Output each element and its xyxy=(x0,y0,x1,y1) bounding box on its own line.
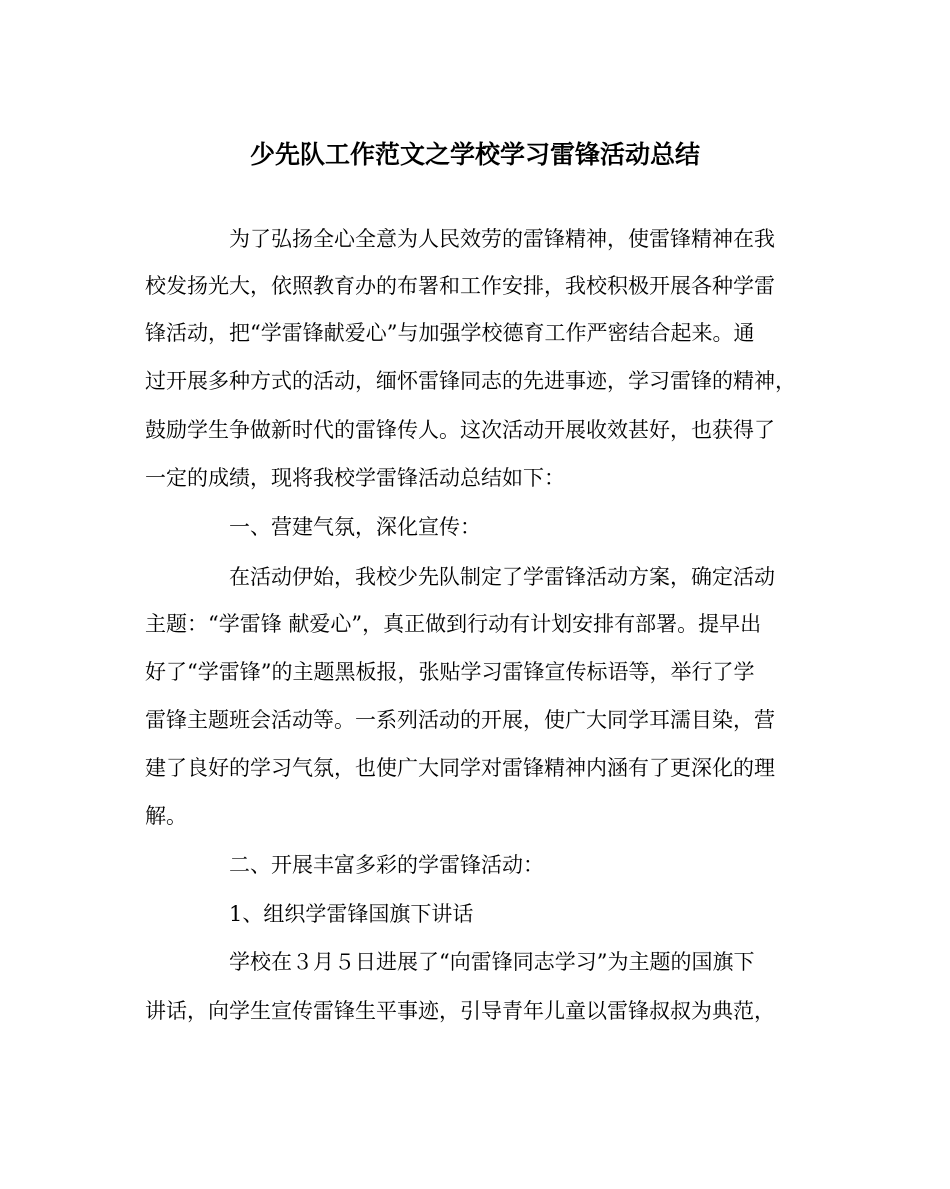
subsection-heading-1: 1、组织学雷锋国旗下讲话 xyxy=(229,902,474,926)
paragraph-2-line-5: 建了良好的学习气氛，也使广大同学对雷锋精神内涵有了更深化的理 xyxy=(145,756,775,780)
paragraph-2-line-4: 雷锋主题班会活动等。一系列活动的开展，使广大同学耳濡目染，营 xyxy=(145,708,775,732)
paragraph-2-line-2: 主题：“学雷锋 献爱心”，真正做到行动有计划安排有部署。提早出 xyxy=(145,612,762,636)
document-title: 少先队工作范文之学校学习雷锋活动总结 xyxy=(249,140,700,169)
section-heading-2: 二、开展丰富多彩的学雷锋活动： xyxy=(229,853,544,877)
paragraph-2-line-6: 解。 xyxy=(145,804,187,828)
paragraph-3-line-2: 讲话，向学生宣传雷锋生平事迹，引导青年儿童以雷锋叔叔为典范， xyxy=(145,999,775,1023)
section-heading-1: 一、营建气氛，深化宣传： xyxy=(229,515,481,539)
paragraph-3-line-1: 学校在３月５日进展了“向雷锋同志学习”为主题的国旗下 xyxy=(229,950,755,974)
paragraph-1-line-6: 一定的成绩，现将我校学雷锋活动总结如下： xyxy=(145,466,565,490)
paragraph-1-line-5: 鼓励学生争做新时代的雷锋传人。这次活动开展收效甚好，也获得了 xyxy=(145,418,775,442)
paragraph-1-line-1: 为了弘扬全心全意为人民效劳的雷锋精神，使雷锋精神在我 xyxy=(229,227,775,251)
paragraph-2-line-1: 在活动伊始，我校少先队制定了学雷锋活动方案，确定活动 xyxy=(229,565,775,589)
paragraph-1-line-4: 过开展多种方式的活动，缅怀雷锋同志的先进事迹，学习雷锋的精神， xyxy=(145,369,796,393)
paragraph-1-line-3: 锋活动，把“学雷锋献爱心”与加强学校德育工作严密结合起来。通 xyxy=(145,321,755,345)
paragraph-2-line-3: 好了“学雷锋”的主题黑板报，张贴学习雷锋宣传标语等，举行了学 xyxy=(145,660,755,684)
paragraph-1-line-2: 校发扬光大，依照教育办的布署和工作安排，我校积极开展各种学雷 xyxy=(145,274,775,298)
